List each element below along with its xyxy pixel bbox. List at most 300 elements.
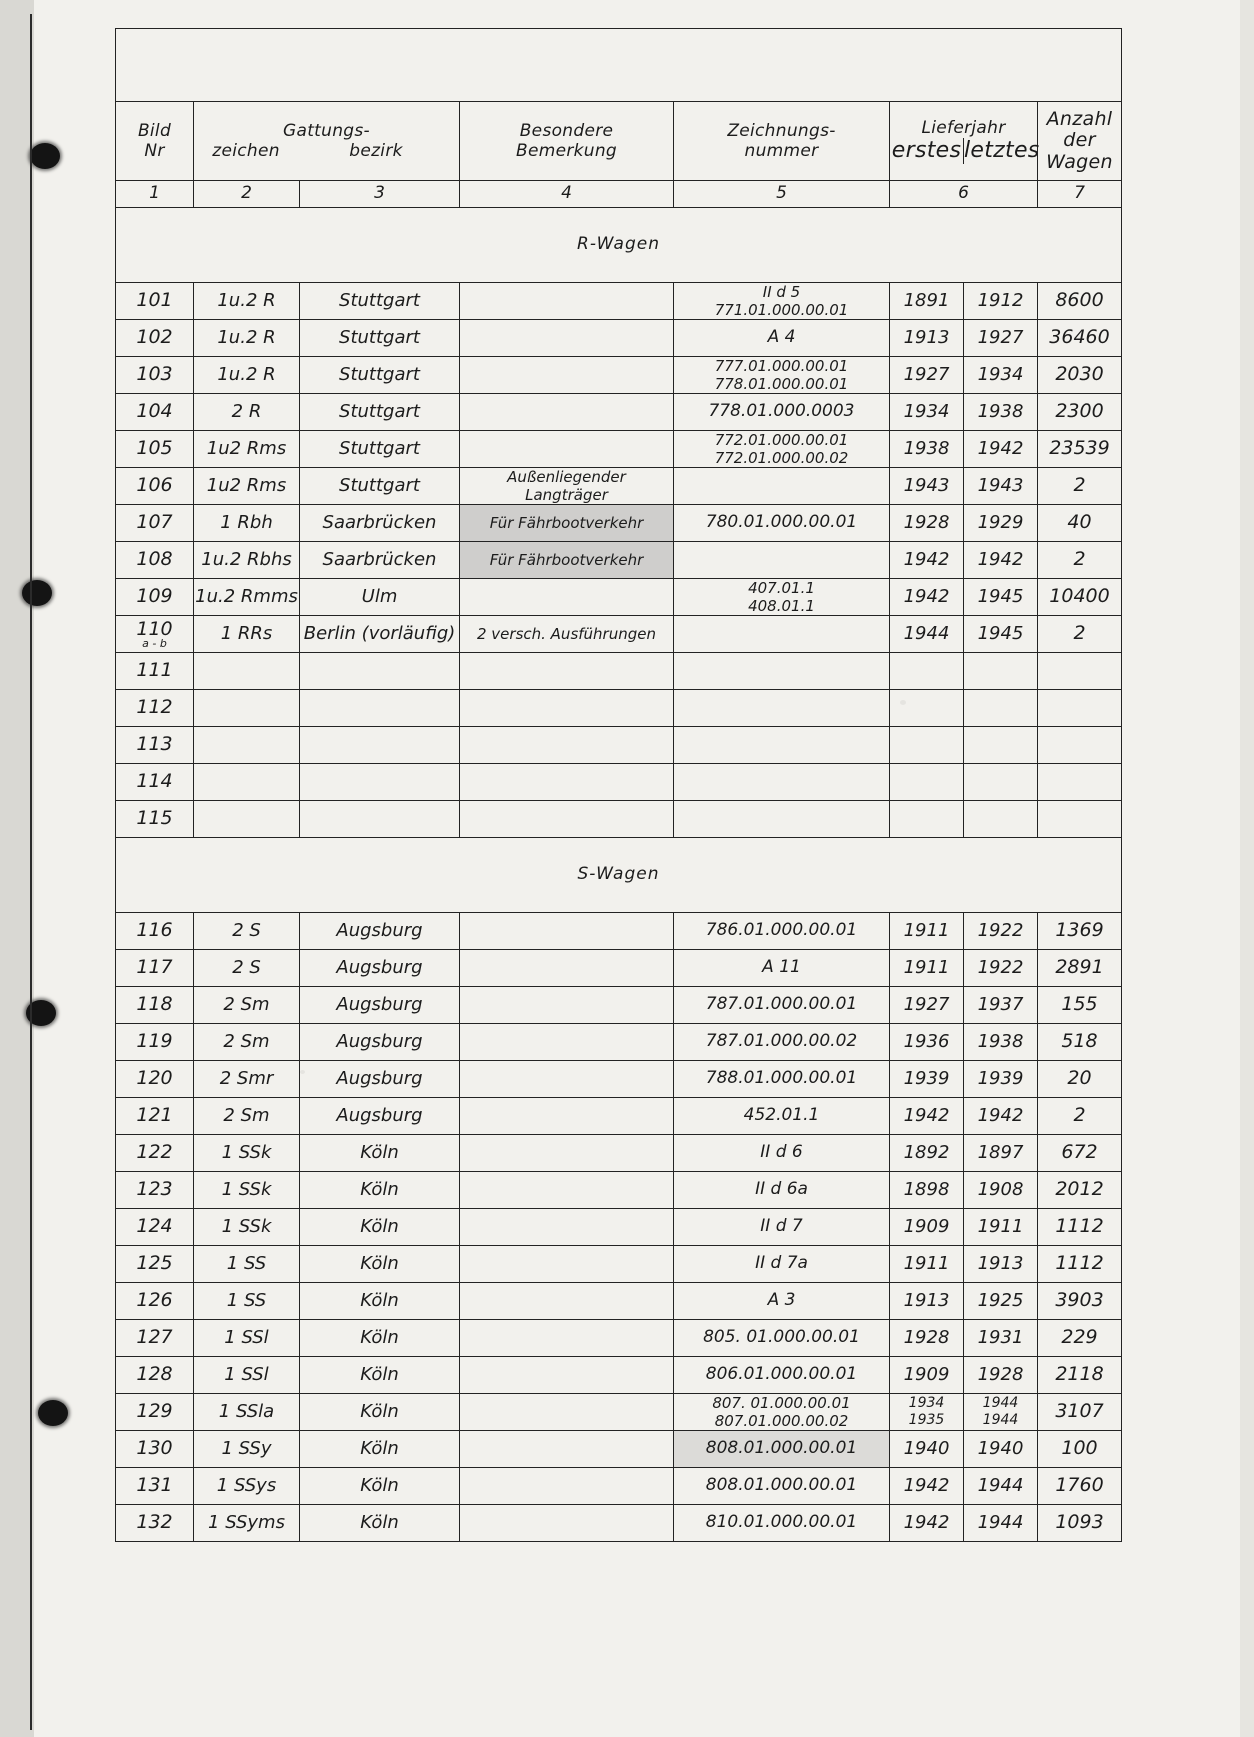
cell-anzahl-wagen: 2 <box>1038 542 1122 579</box>
cell-zeichnungsnummer: 407.01.1 408.01.1 <box>674 579 890 616</box>
header-anzahl-label: Anzahl <box>1046 108 1113 131</box>
header-row <box>116 102 1122 181</box>
cell-lieferjahr-erstes: 1909 <box>890 1209 964 1246</box>
cell-zeichnungsnummer <box>674 542 890 579</box>
cell-bild-nr: 115 <box>116 801 194 838</box>
cell-bezirk: Ulm <box>300 579 460 616</box>
cell-bild-nr: 103 <box>116 357 194 394</box>
cell-lieferjahr-letztes: 1942 <box>964 542 1038 579</box>
cell-bezirk: Köln <box>300 1246 460 1283</box>
header-bemerkung-label: Bemerkung <box>515 141 617 161</box>
colnum-6: 6 <box>890 181 1038 208</box>
cell-bezirk: Saarbrücken <box>300 542 460 579</box>
cell-bild-nr: 105 <box>116 431 194 468</box>
cell-anzahl-wagen: 100 <box>1038 1431 1122 1468</box>
table-row <box>116 1135 1122 1172</box>
cell-bezirk: Köln <box>300 1394 460 1431</box>
cell-gattungszeichen <box>194 690 300 727</box>
cell-lieferjahr-erstes: 1928 <box>890 1320 964 1357</box>
table-row <box>116 987 1122 1024</box>
cell-gattungszeichen: 1 SSk <box>194 1135 300 1172</box>
cell-anzahl-wagen <box>1038 764 1122 801</box>
cell-lieferjahr-erstes <box>890 690 964 727</box>
cell-lieferjahr-erstes: 1911 <box>890 913 964 950</box>
cell-zeichnungsnummer: 808.01.000.00.01 <box>674 1468 890 1505</box>
cell-bemerkung <box>460 1135 674 1172</box>
cell-bezirk: Berlin (vorläufig) <box>300 616 460 653</box>
table-row <box>116 468 1122 505</box>
cell-bezirk: Köln <box>300 1468 460 1505</box>
cell-lieferjahr-letztes <box>964 801 1038 838</box>
cell-bild-nr: 123 <box>116 1172 194 1209</box>
cell-bild-nr: 124 <box>116 1209 194 1246</box>
cell-anzahl-wagen: 1760 <box>1038 1468 1122 1505</box>
cell-zeichnungsnummer <box>674 727 890 764</box>
cell-gattungszeichen: 1u.2 Rbhs <box>194 542 300 579</box>
table-row <box>116 1320 1122 1357</box>
cell-lieferjahr-letztes: 1931 <box>964 1320 1038 1357</box>
cell-bemerkung <box>460 690 674 727</box>
cell-lieferjahr-erstes <box>890 727 964 764</box>
cell-lieferjahr-erstes: 1942 <box>890 579 964 616</box>
cell-lieferjahr-letztes: 1925 <box>964 1283 1038 1320</box>
table-row <box>116 1468 1122 1505</box>
cell-zeichnungsnummer: 772.01.000.00.01 772.01.000.00.02 <box>674 431 890 468</box>
cell-bemerkung <box>460 1357 674 1394</box>
header-besondere-bemerkung <box>460 102 674 181</box>
cell-bild-nr: 101 <box>116 283 194 320</box>
column-number-row <box>116 181 1122 208</box>
cell-lieferjahr-erstes: 1934 <box>890 394 964 431</box>
cell-gattungszeichen: 1 SSl <box>194 1320 300 1357</box>
cell-bezirk: Augsburg <box>300 1061 460 1098</box>
table-row <box>116 653 1122 690</box>
cell-gattungszeichen: 2 Sm <box>194 987 300 1024</box>
header-bezirk-label: bezirk <box>349 141 403 161</box>
cell-bezirk <box>300 801 460 838</box>
cell-anzahl-wagen: 2891 <box>1038 950 1122 987</box>
cell-lieferjahr-letztes: 1944 1944 <box>964 1394 1038 1431</box>
cell-zeichnungsnummer <box>674 468 890 505</box>
top-blank-row <box>116 29 1122 102</box>
cell-zeichnungsnummer: 788.01.000.00.01 <box>674 1061 890 1098</box>
cell-bemerkung <box>460 579 674 616</box>
cell-lieferjahr-letztes: 1944 <box>964 1505 1038 1542</box>
cell-bezirk: Augsburg <box>300 987 460 1024</box>
cell-anzahl-wagen <box>1038 727 1122 764</box>
cell-anzahl-wagen: 20 <box>1038 1061 1122 1098</box>
cell-lieferjahr-letztes <box>964 690 1038 727</box>
cell-zeichnungsnummer: 810.01.000.00.01 <box>674 1505 890 1542</box>
cell-lieferjahr-erstes: 1942 <box>890 1468 964 1505</box>
cell-bezirk <box>300 690 460 727</box>
cell-bezirk: Saarbrücken <box>300 505 460 542</box>
cell-anzahl-wagen: 1112 <box>1038 1246 1122 1283</box>
cell-lieferjahr-letztes: 1927 <box>964 320 1038 357</box>
cell-bild-nr: 114 <box>116 764 194 801</box>
cell-gattungszeichen: 1 Rbh <box>194 505 300 542</box>
table-row <box>116 1172 1122 1209</box>
cell-anzahl-wagen: 2118 <box>1038 1357 1122 1394</box>
header-anzahl-wagen <box>1038 102 1122 181</box>
cell-bemerkung <box>460 320 674 357</box>
cell-anzahl-wagen: 672 <box>1038 1135 1122 1172</box>
cell-lieferjahr-erstes: 1898 <box>890 1172 964 1209</box>
cell-anzahl-wagen <box>1038 690 1122 727</box>
cell-bild-nr: 106 <box>116 468 194 505</box>
cell-lieferjahr-erstes: 1940 <box>890 1431 964 1468</box>
cell-lieferjahr-letztes: 1938 <box>964 394 1038 431</box>
cell-bemerkung <box>460 653 674 690</box>
cell-lieferjahr-erstes: 1928 <box>890 505 964 542</box>
cell-bezirk: Augsburg <box>300 913 460 950</box>
table-row <box>116 579 1122 616</box>
cell-lieferjahr-erstes: 1939 <box>890 1061 964 1098</box>
cell-zeichnungsnummer: II d 7 <box>674 1209 890 1246</box>
cell-lieferjahr-erstes: 1934 1935 <box>890 1394 964 1431</box>
cell-zeichnungsnummer: 806.01.000.00.01 <box>674 1357 890 1394</box>
cell-bezirk: Stuttgart <box>300 468 460 505</box>
cell-gattungszeichen: 1 SSk <box>194 1172 300 1209</box>
cell-zeichnungsnummer: 807. 01.000.00.01 807.01.000.00.02 <box>674 1394 890 1431</box>
cell-bild-nr: 120 <box>116 1061 194 1098</box>
cell-bild-nr: 110 a - b <box>116 616 194 653</box>
cell-lieferjahr-erstes: 1936 <box>890 1024 964 1061</box>
cell-bezirk: Augsburg <box>300 1098 460 1135</box>
cell-lieferjahr-letztes: 1945 <box>964 616 1038 653</box>
cell-lieferjahr-letztes: 1942 <box>964 431 1038 468</box>
cell-gattungszeichen <box>194 764 300 801</box>
cell-gattungszeichen: 1 SSla <box>194 1394 300 1431</box>
cell-lieferjahr-erstes: 1913 <box>890 1283 964 1320</box>
cell-bild-nr: 108 <box>116 542 194 579</box>
cell-gattungszeichen: 1 SSk <box>194 1209 300 1246</box>
cell-gattungszeichen: 2 Sm <box>194 1024 300 1061</box>
table-row <box>116 1431 1122 1468</box>
table-row <box>116 394 1122 431</box>
cell-bemerkung: 2 versch. Ausführungen <box>460 616 674 653</box>
cell-anzahl-wagen: 2012 <box>1038 1172 1122 1209</box>
table-row <box>116 801 1122 838</box>
header-letztes-label: letztes <box>964 138 1040 164</box>
cell-anzahl-wagen: 1369 <box>1038 913 1122 950</box>
table-row <box>116 764 1122 801</box>
cell-bild-nr: 104 <box>116 394 194 431</box>
register-table <box>115 28 1122 1542</box>
cell-gattungszeichen: 1u.2 Rmms <box>194 579 300 616</box>
cell-bild-nr: 109 <box>116 579 194 616</box>
cell-zeichnungsnummer: II d 6a <box>674 1172 890 1209</box>
colnum-3: 3 <box>300 181 460 208</box>
cell-bemerkung <box>460 1246 674 1283</box>
cell-bezirk: Köln <box>300 1209 460 1246</box>
header-nummer-label: nummer <box>744 141 819 161</box>
cell-gattungszeichen: 1u.2 R <box>194 283 300 320</box>
cell-bild-nr: 118 <box>116 987 194 1024</box>
cell-anzahl-wagen: 229 <box>1038 1320 1122 1357</box>
cell-anzahl-wagen: 3107 <box>1038 1394 1122 1431</box>
section-title-r-wagen: R-Wagen <box>116 208 1122 283</box>
cell-bemerkung <box>460 283 674 320</box>
cell-zeichnungsnummer: 452.01.1 <box>674 1098 890 1135</box>
cell-gattungszeichen: 1 SSy <box>194 1431 300 1468</box>
cell-gattungszeichen: 1 SS <box>194 1283 300 1320</box>
colnum-1: 1 <box>116 181 194 208</box>
table-row <box>116 357 1122 394</box>
cell-zeichnungsnummer: II d 6 <box>674 1135 890 1172</box>
cell-bild-nr: 128 <box>116 1357 194 1394</box>
cell-bezirk <box>300 764 460 801</box>
cell-bemerkung: Außenliegender Langträger <box>460 468 674 505</box>
cell-bezirk <box>300 653 460 690</box>
cell-lieferjahr-letztes: 1934 <box>964 357 1038 394</box>
cell-zeichnungsnummer: 778.01.000.0003 <box>674 394 890 431</box>
cell-zeichnungsnummer: II d 5 771.01.000.00.01 <box>674 283 890 320</box>
cell-zeichnungsnummer: 787.01.000.00.01 <box>674 987 890 1024</box>
cell-lieferjahr-erstes: 1942 <box>890 1505 964 1542</box>
cell-bezirk: Stuttgart <box>300 431 460 468</box>
cell-bezirk <box>300 727 460 764</box>
header-erstes-label: erstes <box>891 138 962 164</box>
cell-anzahl-wagen: 2 <box>1038 616 1122 653</box>
table-row <box>116 1357 1122 1394</box>
cell-zeichnungsnummer: 808.01.000.00.01 <box>674 1431 890 1468</box>
cell-lieferjahr-letztes <box>964 727 1038 764</box>
cell-zeichnungsnummer <box>674 653 890 690</box>
cell-gattungszeichen: 1u.2 R <box>194 320 300 357</box>
header-lieferjahr-label: Lieferjahr <box>921 118 1006 138</box>
cell-lieferjahr-erstes: 1892 <box>890 1135 964 1172</box>
cell-lieferjahr-letztes: 1945 <box>964 579 1038 616</box>
cell-lieferjahr-erstes: 1927 <box>890 987 964 1024</box>
cell-anzahl-wagen: 1093 <box>1038 1505 1122 1542</box>
cell-bezirk: Stuttgart <box>300 320 460 357</box>
cell-bezirk: Köln <box>300 1505 460 1542</box>
cell-bemerkung <box>460 1394 674 1431</box>
cell-lieferjahr-erstes: 1913 <box>890 320 964 357</box>
header-zeichnungs-label: Zeichnungs- <box>727 120 836 141</box>
table-row <box>116 1394 1122 1431</box>
cell-lieferjahr-letztes: 1908 <box>964 1172 1038 1209</box>
header-wagen-label: Wagen <box>1046 150 1113 173</box>
table-row <box>116 1061 1122 1098</box>
cell-bemerkung: Für Fährbootverkehr <box>460 542 674 579</box>
table-row <box>116 727 1122 764</box>
cell-bemerkung <box>460 727 674 764</box>
cell-lieferjahr-letztes: 1938 <box>964 1024 1038 1061</box>
cell-bild-nr: 125 <box>116 1246 194 1283</box>
cell-bemerkung <box>460 1320 674 1357</box>
cell-gattungszeichen <box>194 653 300 690</box>
cell-lieferjahr-erstes: 1942 <box>890 542 964 579</box>
table-body <box>116 29 1122 1542</box>
cell-lieferjahr-letztes: 1944 <box>964 1468 1038 1505</box>
header-lieferjahr <box>890 102 1038 181</box>
cell-bemerkung <box>460 1505 674 1542</box>
cell-bild-nr: 112 <box>116 690 194 727</box>
cell-gattungszeichen: 1 SSyms <box>194 1505 300 1542</box>
cell-bemerkung <box>460 913 674 950</box>
cell-bild-nr: 111 <box>116 653 194 690</box>
cell-lieferjahr-erstes <box>890 801 964 838</box>
cell-lieferjahr-letztes <box>964 764 1038 801</box>
cell-lieferjahr-erstes: 1944 <box>890 616 964 653</box>
header-gattung-label: Gattungs- <box>283 120 370 141</box>
table-row <box>116 505 1122 542</box>
cell-zeichnungsnummer: II d 7a <box>674 1246 890 1283</box>
cell-gattungszeichen: 2 Smr <box>194 1061 300 1098</box>
cell-bezirk: Köln <box>300 1135 460 1172</box>
cell-anzahl-wagen: 155 <box>1038 987 1122 1024</box>
cell-bezirk: Köln <box>300 1357 460 1394</box>
cell-lieferjahr-letztes: 1922 <box>964 913 1038 950</box>
cell-lieferjahr-erstes: 1942 <box>890 1098 964 1135</box>
header-der-label: der <box>1063 129 1096 152</box>
cell-gattungszeichen: 2 S <box>194 950 300 987</box>
cell-bezirk: Köln <box>300 1283 460 1320</box>
cell-lieferjahr-letztes: 1913 <box>964 1246 1038 1283</box>
cell-anzahl-wagen: 2 <box>1038 1098 1122 1135</box>
cell-lieferjahr-letztes: 1912 <box>964 283 1038 320</box>
cell-lieferjahr-erstes: 1911 <box>890 1246 964 1283</box>
cell-lieferjahr-erstes: 1909 <box>890 1357 964 1394</box>
cell-lieferjahr-erstes: 1911 <box>890 950 964 987</box>
cell-bild-nr: 127 <box>116 1320 194 1357</box>
cell-anzahl-wagen: 36460 <box>1038 320 1122 357</box>
table-row <box>116 690 1122 727</box>
cell-lieferjahr-letztes: 1942 <box>964 1098 1038 1135</box>
cell-bild-nr: 121 <box>116 1098 194 1135</box>
table-row <box>116 913 1122 950</box>
cell-zeichnungsnummer: A 3 <box>674 1283 890 1320</box>
header-zeichnungsnummer <box>674 102 890 181</box>
table-row <box>116 1209 1122 1246</box>
colnum-7: 7 <box>1038 181 1122 208</box>
cell-gattungszeichen: 2 Sm <box>194 1098 300 1135</box>
cell-bemerkung <box>460 394 674 431</box>
cell-bemerkung <box>460 1283 674 1320</box>
cell-anzahl-wagen: 1112 <box>1038 1209 1122 1246</box>
header-bild-label: Bild <box>137 120 172 141</box>
table-row <box>116 283 1122 320</box>
cell-anzahl-wagen: 23539 <box>1038 431 1122 468</box>
cell-bild-nr: 129 <box>116 1394 194 1431</box>
cell-anzahl-wagen: 518 <box>1038 1024 1122 1061</box>
cell-bild-nr: 131 <box>116 1468 194 1505</box>
cell-zeichnungsnummer <box>674 801 890 838</box>
cell-gattungszeichen <box>194 801 300 838</box>
cell-anzahl-wagen: 2 <box>1038 468 1122 505</box>
cell-bemerkung <box>460 1172 674 1209</box>
cell-bemerkung <box>460 1431 674 1468</box>
cell-bemerkung <box>460 950 674 987</box>
cell-zeichnungsnummer: 805. 01.000.00.01 <box>674 1320 890 1357</box>
cell-gattungszeichen: 1u2 Rms <box>194 468 300 505</box>
cell-bezirk: Köln <box>300 1320 460 1357</box>
header-besondere-label: Besondere <box>519 120 614 141</box>
cell-gattungszeichen: 2 R <box>194 394 300 431</box>
cell-bild-nr: 107 <box>116 505 194 542</box>
cell-bemerkung <box>460 431 674 468</box>
cell-anzahl-wagen: 3903 <box>1038 1283 1122 1320</box>
cell-lieferjahr-letztes: 1928 <box>964 1357 1038 1394</box>
header-zeichen-label: zeichen <box>212 141 280 161</box>
cell-bemerkung <box>460 357 674 394</box>
cell-gattungszeichen <box>194 727 300 764</box>
cell-bemerkung <box>460 764 674 801</box>
cell-bemerkung <box>460 801 674 838</box>
cell-lieferjahr-letztes: 1937 <box>964 987 1038 1024</box>
cell-bemerkung <box>460 1468 674 1505</box>
cell-anzahl-wagen: 2300 <box>1038 394 1122 431</box>
cell-lieferjahr-erstes: 1891 <box>890 283 964 320</box>
cell-lieferjahr-letztes: 1911 <box>964 1209 1038 1246</box>
cell-zeichnungsnummer: A 4 <box>674 320 890 357</box>
cell-bild-nr: 126 <box>116 1283 194 1320</box>
cell-bemerkung <box>460 1209 674 1246</box>
cell-bemerkung <box>460 1098 674 1135</box>
cell-zeichnungsnummer: 780.01.000.00.01 <box>674 505 890 542</box>
cell-bild-nr: 113 <box>116 727 194 764</box>
cell-lieferjahr-letztes: 1929 <box>964 505 1038 542</box>
colnum-4: 4 <box>460 181 674 208</box>
cell-zeichnungsnummer <box>674 764 890 801</box>
cell-gattungszeichen: 1u2 Rms <box>194 431 300 468</box>
cell-bild-nr: 102 <box>116 320 194 357</box>
table-row <box>116 950 1122 987</box>
colnum-2: 2 <box>194 181 300 208</box>
colnum-5: 5 <box>674 181 890 208</box>
table-row <box>116 320 1122 357</box>
table-row <box>116 1024 1122 1061</box>
table-row <box>116 431 1122 468</box>
cell-bezirk: Köln <box>300 1172 460 1209</box>
cell-gattungszeichen: 1 RRs <box>194 616 300 653</box>
cell-anzahl-wagen: 2030 <box>1038 357 1122 394</box>
cell-lieferjahr-letztes: 1939 <box>964 1061 1038 1098</box>
cell-gattungszeichen: 1u.2 R <box>194 357 300 394</box>
cell-bezirk: Köln <box>300 1431 460 1468</box>
section-title-row <box>116 838 1122 913</box>
cell-bild-nr: 122 <box>116 1135 194 1172</box>
cell-bezirk: Stuttgart <box>300 394 460 431</box>
cell-anzahl-wagen: 40 <box>1038 505 1122 542</box>
top-blank-cell <box>116 29 1122 102</box>
section-title-s-wagen: S-Wagen <box>116 838 1122 913</box>
cell-anzahl-wagen <box>1038 653 1122 690</box>
cell-gattungszeichen: 1 SSl <box>194 1357 300 1394</box>
cell-zeichnungsnummer: 777.01.000.00.01 778.01.000.00.01 <box>674 357 890 394</box>
header-nr-label: Nr <box>144 141 165 161</box>
cell-lieferjahr-letztes <box>964 653 1038 690</box>
cell-bemerkung <box>460 1061 674 1098</box>
cell-anzahl-wagen: 8600 <box>1038 283 1122 320</box>
cell-lieferjahr-erstes <box>890 764 964 801</box>
cell-bild-nr: 116 <box>116 913 194 950</box>
cell-lieferjahr-erstes: 1943 <box>890 468 964 505</box>
cell-gattungszeichen: 1 SS <box>194 1246 300 1283</box>
section-title-row <box>116 208 1122 283</box>
cell-bezirk: Stuttgart <box>300 283 460 320</box>
table-row <box>116 1098 1122 1135</box>
cell-lieferjahr-erstes: 1938 <box>890 431 964 468</box>
cell-bild-nr: 130 <box>116 1431 194 1468</box>
wagon-register-table <box>115 28 1121 1542</box>
cell-zeichnungsnummer: 786.01.000.00.01 <box>674 913 890 950</box>
cell-bemerkung <box>460 987 674 1024</box>
table-row <box>116 1283 1122 1320</box>
cell-lieferjahr-erstes: 1927 <box>890 357 964 394</box>
